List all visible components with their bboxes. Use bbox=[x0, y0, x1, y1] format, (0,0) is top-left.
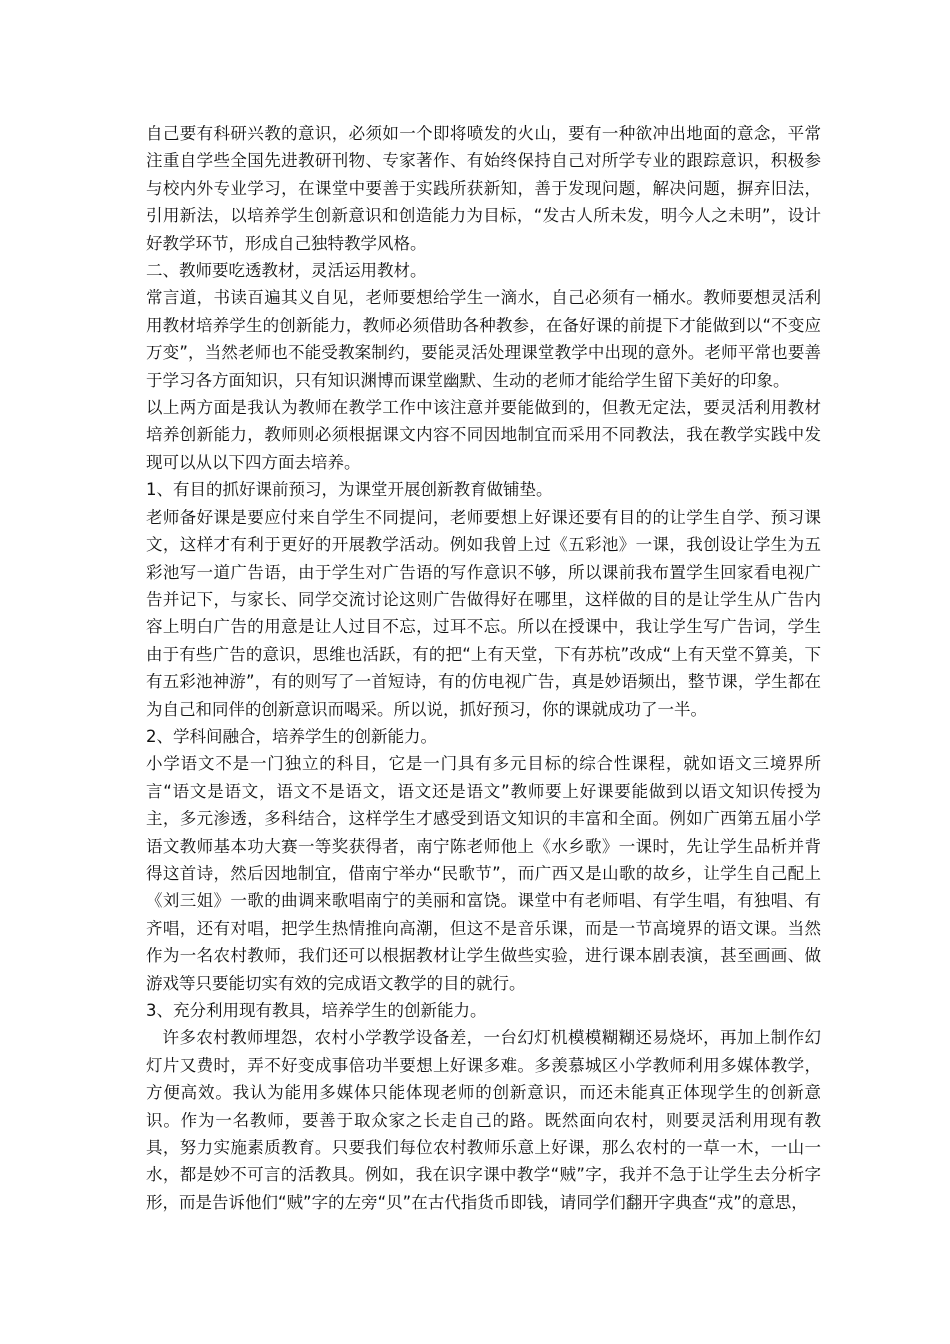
body-paragraph: 小学语文不是一门独立的科目，它是一门具有多元目标的综合性课程，就如语文三境界所言“语文是语文，语文不是语文，语文还是语文”教师要上好课要能做到以语文知识传授为主，多元渗透，多科结合，这样学生才感受到语文知识的丰富和全面。例如广西第五届小学语文教师基本功大赛一等奖获得者，南宁陈老师他上《水乡歌》一课时，先让学生品析并背得这首诗，然后因地制宜，借南宁举办“民歌节”，而广西又是山歌的故乡，让学生自己配上《刘三姐》一歌的曲调来歌唱南宁的美丽和富饶。课堂中有老师唱、有学生唱，有独唱、有齐唱，还有对唱，把学生热情推向高潮，但这不是音乐课，而是一节高境界的语文课。当然作为一名农村教师，我们还可以根据教材让学生做些实验，进行课本剧表演，甚至画画、做游戏等只要能切实有效的完成语文教学的目的就行。 bbox=[146, 754, 821, 993]
section-heading: 二、教师要吃透教材，灵活运用教材。 bbox=[146, 261, 427, 281]
body-paragraph: 以上两方面是我认为教师在教学工作中该注意并要能做到的，但教无定法，要灵活利用教材培养创新能力，教师则必须根据课文内容不同因地制宜而采用不同教法，我在教学实践中发现可以从以下四方面去培养。 bbox=[146, 398, 821, 472]
body-paragraph: 自己要有科研兴教的意识，必须如一个即将喷发的火山，要有一种欲冲出地面的意念，平常注重自学些全国先进教研刊物、专家著作、有始终保持自己对所学专业的跟踪意识，积极参与校内外专业学习，在课堂中要善于实践所获新知，善于发现问题，解决问题，摒弃旧法，引用新法，以培养学生创新意识和创造能力为目标，“发古人所未发，明今人之未明”，设计好教学环节，形成自己独特教学风格。 bbox=[146, 124, 821, 253]
subsection-heading: 3、充分利用现有教具，培养学生的创新能力。 bbox=[146, 1001, 487, 1020]
document-body bbox=[146, 120, 821, 1216]
body-paragraph: 常言道，书读百遍其义自见，老师要想给学生一滴水，自己必须有一桶水。教师要想灵活利用教材培养学生的创新能力，教师必须借助各种教参，在备好课的前提下才能做到以“不变应万变”，当然老师也不能受教案制约，要能灵活处理课堂教学中出现的意外。老师平常也要善于学习各方面知识，只有知识渊博而课堂幽默、生动的老师才能给学生留下美好的印象。 bbox=[146, 288, 821, 390]
body-paragraph: 许多农村教师埋怨，农村小学教学设备差，一台幻灯机模模糊糊还易烧坏，再加上制作幻灯片又费时，弄不好变成事倍功半要想上好课多难。多羡慕城区小学教师利用多媒体教学，方便高效。我认为能用多媒体只能体现老师的创新意识，而还未能真正体现学生的创新意识。作为一名教师，要善于取众家之长走自己的路。既然面向农村，则要灵活利用现有教具，努力实施素质教育。只要我们每位农村教师乐意上好课，那么农村的一草一木，一山一水，都是妙不可言的活教具。例如，我在识字课中教学“贼”字，我并不急于让学生去分析字形，而是告诉他们“贼”字的左旁“贝”在古代指货币即钱，请同学们翻开字典查“戎”的意思， bbox=[146, 1028, 821, 1212]
subsection-heading: 2、学科间融合，培养学生的创新能力。 bbox=[146, 726, 437, 746]
subsection-heading: 1、有目的抓好课前预习，为课堂开展创新教育做铺垫。 bbox=[146, 480, 553, 500]
body-paragraph: 老师备好课是要应付来自学生不同提问，老师要想上好课还要有目的的让学生自学、预习课文，这样才有利于更好的开展教学活动。例如我曾上过《五彩池》一课，我创设让学生为五彩池写一道广告语，由于学生对广告语的写作意识不够，所以课前我布置学生回家看电视广告并记下，与家长、同学交流讨论这则广告做得好在哪里，这样做的目的是让学生从广告内容上明白广告的用意是让人过目不忘，过耳不忘。所以在授课中，我让学生写广告词，学生由于有些广告的意识，思维也活跃，有的把“上有天堂，下有苏杭”改成“上有天堂不算美，下有五彩池神游”，有的则写了一首短诗，有的仿电视广告，真是妙语频出，整节课，学生都在为自己和同伴的创新意识而喝采。所以说，抓好预习，你的课就成功了一半。 bbox=[146, 507, 821, 719]
